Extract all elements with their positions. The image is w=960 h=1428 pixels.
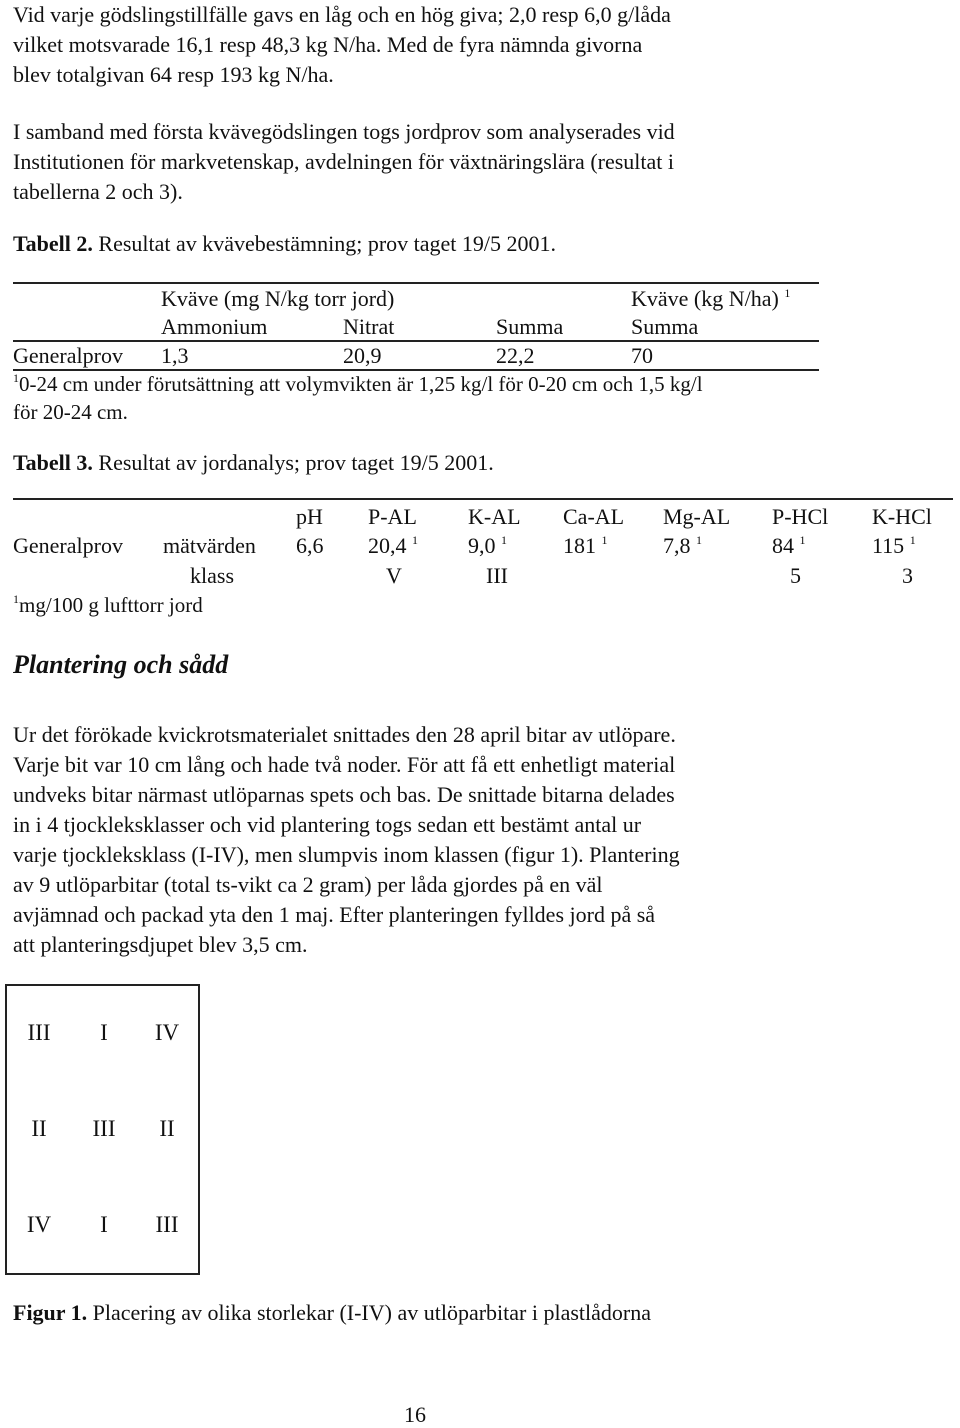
table3-row-klass: klass (190, 563, 234, 588)
value-text: 20,4 (368, 533, 407, 558)
table3-cell-klass: 3 (902, 563, 913, 588)
table3-caption-label: Tabell 3. (13, 450, 93, 475)
table3-row-label: Generalprov (13, 533, 123, 558)
footnote-marker: 1 (13, 371, 19, 385)
value-text: 9,0 (468, 533, 496, 558)
text-line: Varje bit var 10 cm lång och hade två noder. För att få ett enhetligt material (13, 752, 676, 777)
text-line: tabellerna 2 och 3). (13, 179, 183, 204)
value-text: 6,6 (296, 533, 324, 558)
footnote-marker: 1 (784, 286, 791, 300)
text-line: in i 4 tjockleksklasser och vid plantering togs sedan ett bestämt antal ur (13, 812, 642, 837)
figure1-cell: III (27, 1020, 51, 1045)
table2-col-summa-kgha: Summa (631, 314, 699, 339)
figure1-cell: II (31, 1116, 47, 1141)
figure1-cell: IV (154, 1020, 180, 1045)
footnote-marker: 1 (909, 533, 916, 547)
text-line: varje tjockleksklass (I-IV), men slumpvis inom klassen (figur 1). Plantering (13, 842, 680, 867)
figure1-cell: I (100, 1212, 108, 1237)
paragraph-jordprov (13, 117, 913, 207)
footnote-marker: 1 (501, 533, 507, 547)
text-line: undveks bitar närmast utlöparnas spets och bas. De snittade bitarna delades (13, 782, 675, 807)
footnote-text: 0-24 cm under förutsättning att volymvikten är 1,25 kg/l för 0-20 cm och 1,5 kg/l (19, 372, 703, 396)
figure1-box (5, 984, 200, 1275)
table2-footnote-cont: för 20-24 cm. (13, 400, 128, 424)
paragraph-gödsling (13, 0, 913, 90)
value-text: 84 (772, 533, 794, 558)
table3-cell-value (563, 533, 608, 559)
table3-footnote (13, 593, 203, 618)
figure1-caption-label: Figur 1. (13, 1300, 88, 1325)
paragraph-plantering (13, 720, 913, 960)
table3-col-header: pH (296, 504, 323, 529)
figure1-cell: I (100, 1020, 108, 1045)
text-line: blev totalgivan 64 resp 193 kg N/ha. (13, 62, 334, 87)
page-number: 16 (404, 1402, 426, 1427)
table3-col-header: Ca-AL (563, 504, 625, 529)
table2-top-rule (13, 282, 819, 284)
table2-col-ammonium: Ammonium (161, 314, 268, 339)
value-text: 7,8 (663, 533, 691, 558)
value-text: 181 (563, 533, 596, 558)
table2-cell-ammonium: 1,3 (161, 343, 189, 368)
figure1-caption-text: Placering av olika storlekar (I-IV) av utlöparbitar i plastlådorna (87, 1300, 652, 1325)
table3-caption (13, 450, 494, 476)
table3-col-header: K-AL (468, 504, 521, 529)
table3-col-header: K-HCl (872, 504, 932, 529)
table3-cell-klass: V (386, 563, 402, 588)
footnote-text: mg/100 g lufttorr jord (19, 593, 203, 617)
figure1-caption (13, 1300, 651, 1326)
table3-cell-value (468, 533, 507, 559)
figure1-cell: III (92, 1116, 116, 1141)
table2-col-summa: Summa (496, 314, 564, 339)
text-line: Ur det förökade kvickrotsmaterialet snittades den 28 april bitar av utlöpare. (13, 722, 676, 747)
footnote-marker: 1 (601, 533, 608, 547)
footnote-marker: 1 (412, 533, 418, 547)
table3-cell-klass: III (486, 563, 508, 588)
table2-caption (13, 231, 556, 257)
table2-caption-text: Resultat av kvävebestämning; prov taget 19/5 2001. (92, 231, 557, 256)
table3-caption-text: Resultat av jordanalys; prov taget 19/5 2001. (92, 450, 494, 475)
table2-row-label: Generalprov (13, 343, 123, 368)
figure1-cell: IV (26, 1212, 52, 1237)
text-line: av 9 utlöparbitar (total ts-vikt ca 2 gram) per låda gjordes på en väl (13, 872, 603, 897)
section-heading: Plantering och sådd (13, 650, 229, 679)
table3-cell-value (296, 533, 324, 559)
table3-cell-klass: 5 (790, 563, 801, 588)
table3-cell-value (368, 533, 418, 559)
footnote-marker: 1 (696, 533, 702, 547)
table3-row-matvarden: mätvärden (163, 533, 256, 558)
table3-top-rule (13, 498, 953, 500)
text-line: Vid varje gödslingstillfälle gavs en låg och en hög giva; 2,0 resp 6,0 g/låda (13, 2, 671, 27)
figure1-cell: III (155, 1212, 179, 1237)
table2-group2-header (631, 286, 790, 312)
table2-caption-label: Tabell 2. (13, 231, 93, 256)
table2-cell-kgha: 70 (631, 343, 653, 368)
table2-col-nitrat: Nitrat (343, 314, 395, 339)
value-text: 115 (872, 533, 905, 558)
table3-col-header: P-AL (368, 504, 417, 529)
table3-cell-value (663, 533, 702, 559)
table3-col-header: Mg-AL (663, 504, 731, 529)
text-line: I samband med första kvävegödslingen togs jordprov som analyserades vid (13, 119, 675, 144)
table2-group2-label: Kväve (kg N/ha) (631, 286, 779, 311)
text-line: Institutionen för markvetenskap, avdelningen för växtnäringslära (resultat i (13, 149, 675, 174)
text-line: att planteringsdjupet blev 3,5 cm. (13, 932, 308, 957)
table3-cell-value (872, 533, 916, 559)
table2-bottom-rule (13, 369, 819, 371)
footnote-marker: 1 (13, 592, 19, 606)
text-line: avjämnad och packad yta den 1 maj. Efter planteringen fylldes jord på så (13, 902, 656, 927)
figure1-cell: II (159, 1116, 175, 1141)
table2-group1-header: Kväve (mg N/kg torr jord) (161, 286, 395, 311)
table2-header-rule (13, 340, 819, 342)
table2-footnote (13, 372, 703, 397)
table3-cell-value (772, 533, 806, 559)
table2-cell-nitrat: 20,9 (343, 343, 382, 368)
footnote-marker: 1 (799, 533, 806, 547)
table3-col-header: P-HCl (772, 504, 829, 529)
table2-cell-summa: 22,2 (496, 343, 535, 368)
text-line: vilket motsvarade 16,1 resp 48,3 kg N/ha. Med de fyra nämnda givorna (13, 32, 643, 57)
